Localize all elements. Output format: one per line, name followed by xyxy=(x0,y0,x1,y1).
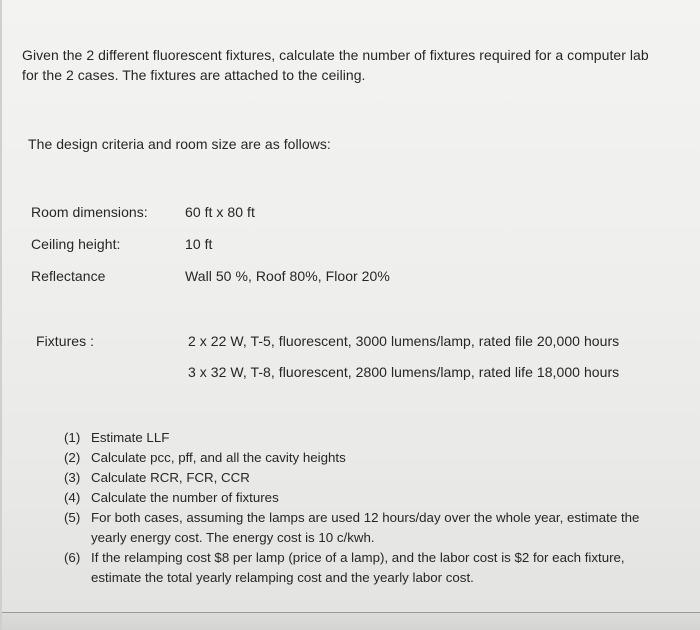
task-item xyxy=(64,488,639,508)
room-dimensions-value: 60 ft x 80 ft xyxy=(185,204,255,220)
task-item xyxy=(64,448,639,468)
task-number: (5) xyxy=(64,510,81,525)
task-text-continued: yearly energy cost. The energy cost is 10 c/kwh. xyxy=(91,530,375,545)
task-number: (2) xyxy=(64,450,81,465)
task-number: (1) xyxy=(64,430,81,445)
task-item xyxy=(64,508,639,548)
fixtures-label: Fixtures : xyxy=(36,333,95,349)
task-item xyxy=(64,548,639,588)
task-number: (3) xyxy=(64,470,81,485)
task-text: Estimate LLF xyxy=(91,430,170,445)
page-bottom-strip xyxy=(2,613,700,630)
task-list xyxy=(64,428,639,588)
intro-line-1: Given the 2 different fluorescent fixtures, calculate the number of fixtures required for a computer lab xyxy=(22,47,649,63)
task-text: Calculate RCR, FCR, CCR xyxy=(91,470,250,485)
fixture-item-1: 2 x 22 W, T-5, fluorescent, 3000 lumens/lamp, rated file 20,000 hours xyxy=(188,333,620,349)
ceiling-height-value: 10 ft xyxy=(185,236,213,252)
task-item xyxy=(64,468,639,488)
reflectance-label: Reflectance xyxy=(31,268,106,284)
ceiling-height-label: Ceiling height: xyxy=(31,236,121,252)
task-number: (6) xyxy=(64,550,81,565)
problem-intro xyxy=(22,45,649,85)
reflectance-value: Wall 50 %, Roof 80%, Floor 20% xyxy=(185,268,390,284)
task-text: If the relamping cost $8 per lamp (price of a lamp), and the labor cost is $2 for each fixture, xyxy=(91,550,625,565)
task-item xyxy=(64,428,639,448)
fixture-item-2: 3 x 32 W, T-8, fluorescent, 2800 lumens/lamp, rated life 18,000 hours xyxy=(188,364,620,380)
room-dimensions-label: Room dimensions: xyxy=(31,204,148,220)
task-text: Calculate the number of fixtures xyxy=(91,490,279,505)
criteria-intro: The design criteria and room size are as follows: xyxy=(28,136,331,152)
task-text-continued: estimate the total yearly relamping cost and the yearly labor cost. xyxy=(91,570,474,585)
task-text: For both cases, assuming the lamps are used 12 hours/day over the whole year, estimate the xyxy=(91,510,640,525)
task-text: Calculate pcc, pff, and all the cavity heights xyxy=(91,450,346,465)
intro-line-2: for the 2 cases. The fixtures are attached to the ceiling. xyxy=(22,67,366,83)
task-number: (4) xyxy=(64,490,81,505)
